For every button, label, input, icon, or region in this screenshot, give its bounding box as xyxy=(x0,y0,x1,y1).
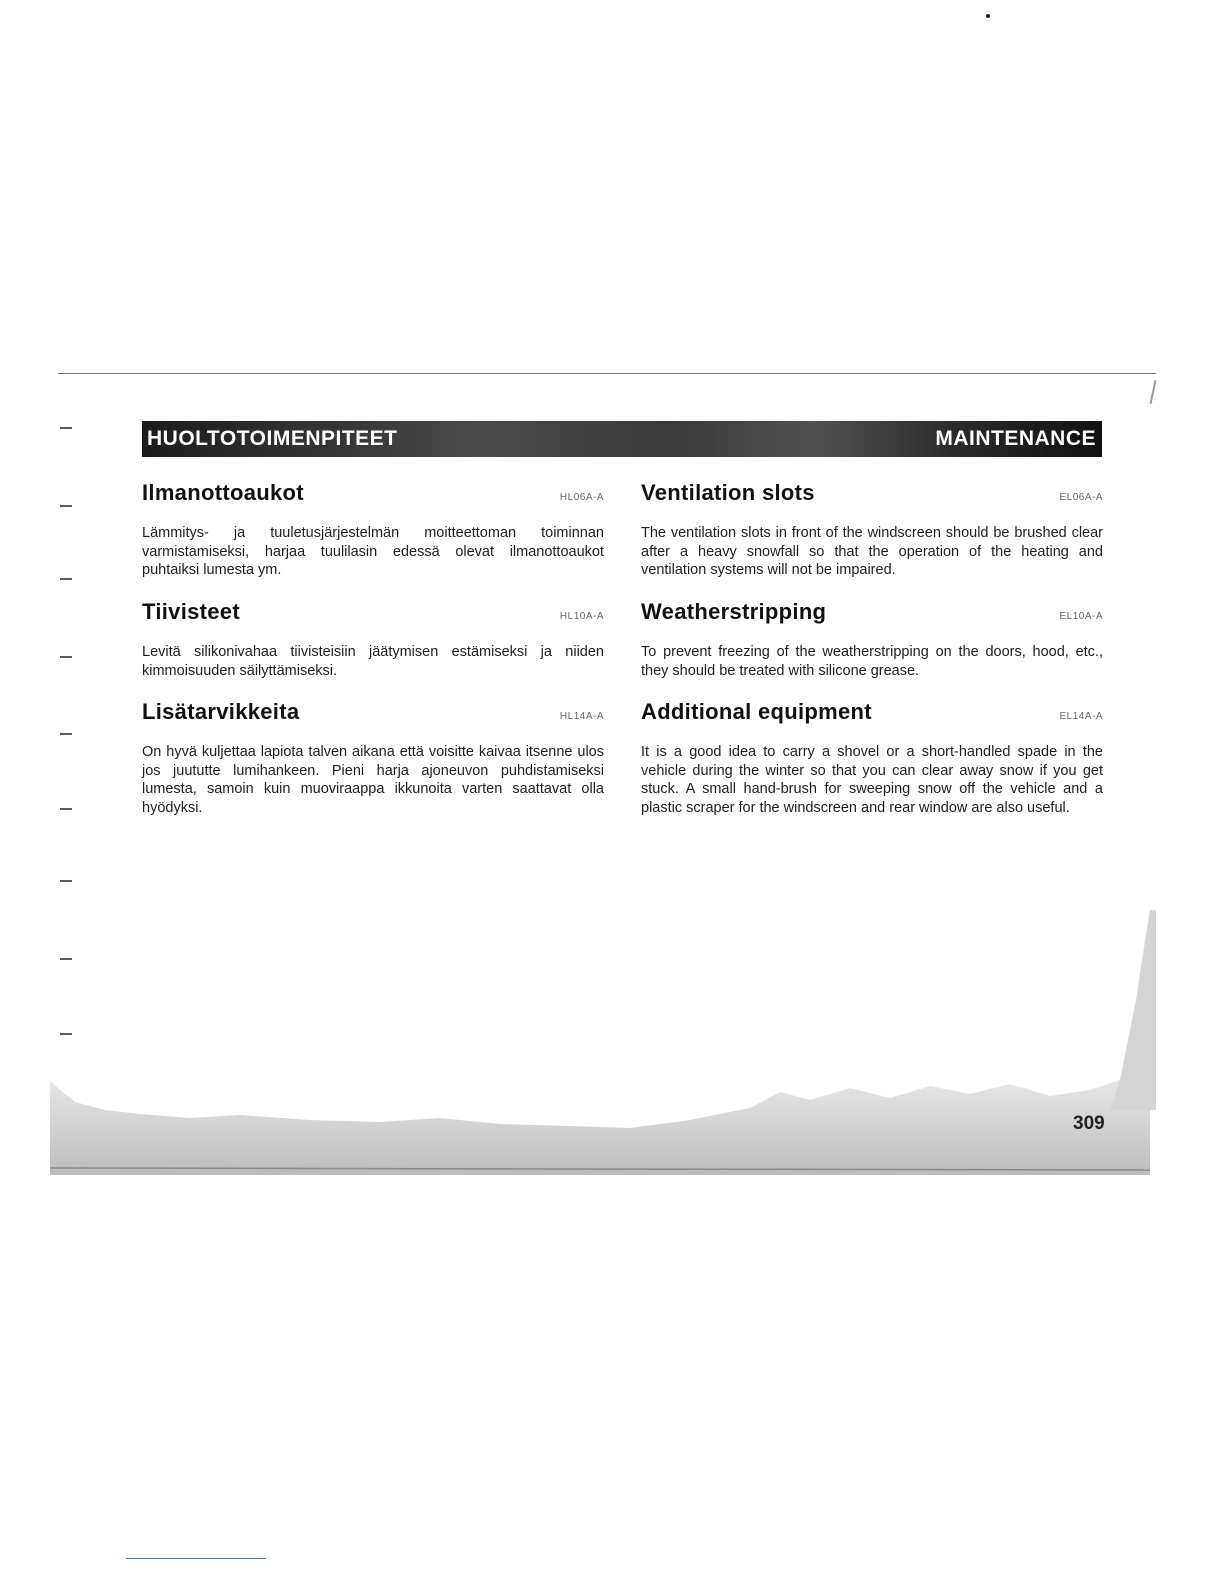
footer-underline xyxy=(126,1558,266,1559)
section-code: EL10A-A xyxy=(1059,611,1103,622)
decorative-snow-landscape xyxy=(50,1080,1150,1175)
header-title-english: MAINTENANCE xyxy=(935,427,1096,450)
page-rule-corner xyxy=(1150,380,1157,404)
section-title: Ventilation slots xyxy=(641,480,815,505)
section-header-bar xyxy=(142,421,1102,457)
section-en-weatherstrip xyxy=(641,599,1103,680)
section-en-ventilation xyxy=(641,480,1103,580)
section-body: Levitä silikonivahaa tiivisteisiin jäätymisen estämiseksi ja niiden kimmoisuuden säilyttämiseksi. xyxy=(142,644,604,679)
section-code: HL06A-A xyxy=(559,492,604,503)
section-code: HL14A-A xyxy=(559,711,604,722)
decorative-tree-edge xyxy=(1100,910,1160,1110)
section-fi-weatherstrip xyxy=(142,599,604,680)
section-fi-equipment xyxy=(142,699,604,817)
section-en-equipment xyxy=(641,699,1103,817)
page-number: 309 xyxy=(1073,1113,1105,1134)
section-body: It is a good idea to carry a shovel or a short-handled spade in the vehicle during the winter so that you can clear away snow if you get stuck. A small hand-brush for sweeping snow off the vehicle and a plastic scraper for the windscreen and rear window are also useful. xyxy=(641,744,1103,816)
section-body: To prevent freezing of the weatherstripping on the doors, hood, etc., they should be treated with silicone grease. xyxy=(641,644,1103,679)
section-title: Lisätarvikkeita xyxy=(142,699,300,724)
section-title: Tiivisteet xyxy=(142,599,240,624)
section-code: EL14A-A xyxy=(1059,711,1103,722)
section-body: The ventilation slots in front of the windscreen should be brushed clear after a heavy snowfall so that the operation of the heating and ventilation systems will not be impaired. xyxy=(641,525,1103,578)
section-fi-ventilation xyxy=(142,480,604,580)
header-title-finnish: HUOLTOTOIMENPITEET xyxy=(147,427,398,450)
section-title: Weatherstripping xyxy=(641,599,827,624)
section-code: EL06A-A xyxy=(1059,492,1103,503)
section-body: Lämmitys- ja tuuletusjärjestelmän moitteettoman toiminnan varmistamiseksi, harjaa tuulilasin edessä olevat ilmanottoaukot puhtaiksi lumesta ym. xyxy=(142,525,604,578)
scan-speck xyxy=(986,14,990,18)
section-title: Ilmanottoaukot xyxy=(142,480,304,505)
section-title: Additional equipment xyxy=(641,699,872,724)
page-top-rule xyxy=(58,373,1156,374)
section-body: On hyvä kuljettaa lapiota talven aikana että voisitte kaivaa itsenne ulos jos juututte lumihankeen. Pieni harja ajoneuvon puhdistamiseksi lumesta, samoin kuin muoviraappa ikkunoita varten saattavat olla hyödyksi. xyxy=(142,744,604,816)
section-code: HL10A-A xyxy=(559,611,604,622)
